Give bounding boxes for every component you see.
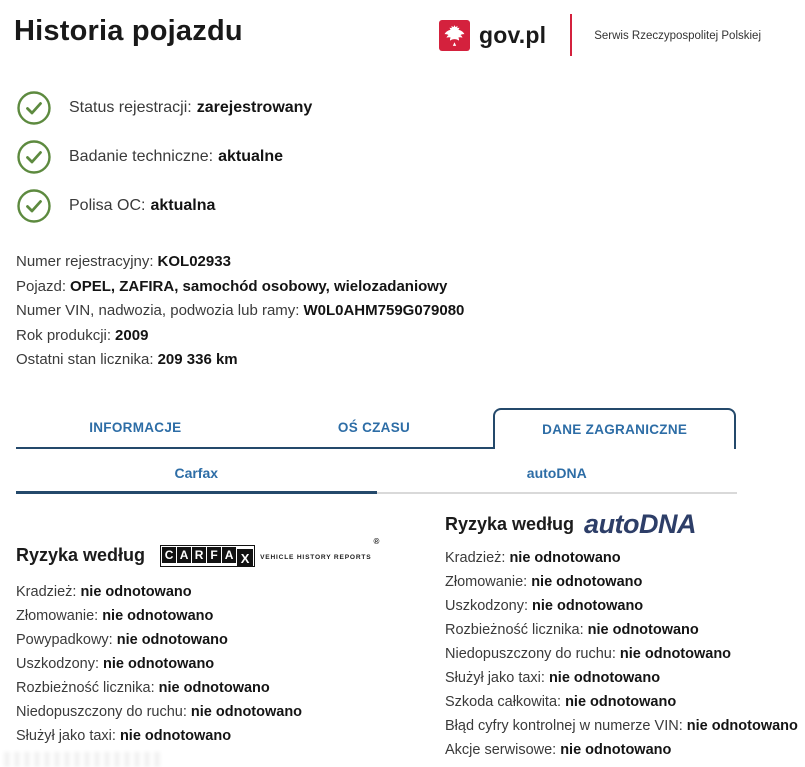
subtab-carfax[interactable]: Carfax bbox=[16, 449, 377, 494]
risk-row bbox=[16, 728, 445, 744]
risk-label: Złomowanie: bbox=[445, 574, 528, 590]
status-value: aktualna bbox=[150, 197, 216, 214]
autodna-risk-list bbox=[445, 550, 805, 758]
risk-label: Uszkodzony: bbox=[445, 598, 529, 614]
vehicle-details bbox=[16, 253, 805, 368]
risk-row bbox=[445, 598, 805, 614]
carfax-heading bbox=[16, 537, 445, 567]
autodna-logo: autoDNA bbox=[584, 509, 697, 539]
detail-label: Ostatni stan licznika: bbox=[16, 351, 154, 368]
risk-label: Szkoda całkowita: bbox=[445, 694, 562, 710]
risk-value: nie odnotowano bbox=[158, 680, 270, 696]
risk-row bbox=[445, 622, 805, 638]
header bbox=[0, 0, 805, 56]
detail-odometer bbox=[16, 351, 805, 368]
carfax-logo bbox=[160, 537, 380, 567]
risk-row bbox=[445, 694, 805, 710]
risk-value: nie odnotowano bbox=[509, 550, 621, 566]
detail-vehicle bbox=[16, 278, 805, 295]
risk-row bbox=[16, 632, 445, 648]
detail-production-year bbox=[16, 327, 805, 344]
risk-value: nie odnotowano bbox=[548, 670, 661, 686]
status-label: Status rejestracji: bbox=[69, 99, 192, 116]
main-tabs bbox=[16, 408, 736, 449]
registered-mark: ® bbox=[373, 537, 380, 546]
risk-label: Akcje serwisowe: bbox=[445, 742, 557, 758]
risk-value: nie odnotowano bbox=[619, 646, 732, 662]
detail-label: Rok produkcji: bbox=[16, 326, 112, 344]
risk-value: nie odnotowano bbox=[560, 742, 672, 758]
risk-value: nie odnotowano bbox=[532, 598, 644, 614]
risk-row bbox=[16, 584, 445, 600]
risk-value: nie odnotowano bbox=[119, 728, 232, 744]
detail-value: KOL02933 bbox=[157, 253, 231, 270]
risk-row bbox=[445, 670, 805, 686]
carfax-heading-text: Ryzyka według bbox=[16, 544, 146, 565]
risk-label: Niedopuszczony do ruchu: bbox=[445, 646, 616, 662]
detail-value: W0L0AHM759G079080 bbox=[303, 302, 465, 319]
tab-dane-zagraniczne[interactable]: DANE ZAGRANICZNE bbox=[493, 408, 736, 449]
status-row-inspection bbox=[16, 139, 805, 175]
govpl-logo[interactable] bbox=[439, 12, 761, 56]
status-label: Polisa OC: bbox=[69, 197, 146, 214]
status-row-insurance bbox=[16, 188, 805, 224]
detail-label: Numer rejestracyjny: bbox=[16, 253, 154, 270]
carfax-letter: R bbox=[192, 547, 206, 563]
status-label: Badanie techniczne: bbox=[69, 148, 214, 165]
carfax-letter: F bbox=[207, 547, 221, 563]
detail-value: 209 336 km bbox=[157, 351, 238, 368]
brand-divider bbox=[570, 14, 572, 56]
risk-row bbox=[16, 680, 445, 696]
status-checks bbox=[16, 90, 805, 224]
status-value: zarejestrowany bbox=[196, 99, 313, 116]
risk-row bbox=[445, 574, 805, 590]
check-circle-icon bbox=[16, 188, 52, 224]
status-text bbox=[69, 148, 283, 166]
carfax-letter-x: X bbox=[237, 549, 253, 567]
page-title: Historia pojazdu bbox=[14, 15, 243, 47]
risk-row bbox=[16, 608, 445, 624]
risk-value: nie odnotowano bbox=[190, 704, 303, 720]
risk-label: Służył jako taxi: bbox=[16, 728, 116, 744]
brand-name: gov.pl bbox=[478, 21, 547, 48]
detail-registration-number bbox=[16, 253, 805, 270]
carfax-tagline: VEHICLE HISTORY REPORTS bbox=[260, 554, 372, 561]
risk-label: Błąd cyfry kontrolnej w numerze VIN: bbox=[445, 718, 683, 734]
risk-label: Kradzież: bbox=[16, 584, 77, 600]
carfax-logo-letters bbox=[160, 545, 255, 567]
risk-label: Uszkodzony: bbox=[16, 656, 100, 672]
brand-tagline: Serwis Rzeczypospolitej Polskiej bbox=[594, 30, 761, 42]
polish-eagle-icon bbox=[439, 20, 470, 51]
autodna-heading bbox=[445, 511, 805, 538]
risk-value: nie odnotowano bbox=[102, 608, 214, 624]
carfax-letter: A bbox=[222, 547, 236, 563]
risk-label: Kradzież: bbox=[445, 550, 506, 566]
risk-value: nie odnotowano bbox=[531, 574, 643, 590]
subtab-autodna[interactable]: autoDNA bbox=[377, 449, 738, 494]
risk-label: Niedopuszczony do ruchu: bbox=[16, 704, 187, 720]
risk-row bbox=[445, 646, 805, 662]
detail-value: OPEL, ZAFIRA, samochód osobowy, wielozadaniowy bbox=[70, 277, 448, 295]
risk-value: nie odnotowano bbox=[80, 584, 192, 600]
risk-row bbox=[445, 742, 805, 758]
risk-value: nie odnotowano bbox=[103, 656, 215, 672]
tab-os-czasu[interactable]: OŚ CZASU bbox=[255, 408, 494, 449]
risk-row bbox=[445, 718, 805, 734]
risk-label: Rozbieżność licznika: bbox=[445, 622, 584, 638]
risk-label: Powypadkowy: bbox=[16, 632, 113, 648]
sub-tabs bbox=[16, 449, 737, 494]
foreign-data-columns bbox=[16, 511, 805, 766]
autodna-column bbox=[445, 511, 805, 766]
status-text bbox=[69, 197, 215, 215]
carfax-risk-list bbox=[16, 584, 445, 744]
risk-row bbox=[16, 656, 445, 672]
status-row-registration bbox=[16, 90, 805, 126]
autodna-heading-text: Ryzyka według bbox=[445, 514, 575, 534]
risk-row bbox=[16, 704, 445, 720]
check-circle-icon bbox=[16, 90, 52, 126]
carfax-letter: A bbox=[177, 547, 191, 563]
detail-label: Pojazd: bbox=[16, 277, 67, 295]
detail-label: Numer VIN, nadwozia, podwozia lub ramy: bbox=[16, 302, 300, 319]
risk-label: Złomowanie: bbox=[16, 608, 99, 624]
status-value: aktualne bbox=[218, 148, 284, 165]
risk-row bbox=[445, 550, 805, 566]
detail-vin bbox=[16, 302, 805, 319]
risk-value: nie odnotowano bbox=[116, 632, 228, 648]
carfax-letter: C bbox=[162, 547, 176, 563]
check-circle-icon bbox=[16, 139, 52, 175]
tab-informacje[interactable]: INFORMACJE bbox=[16, 408, 255, 449]
risk-label: Rozbieżność licznika: bbox=[16, 680, 155, 696]
detail-value: 2009 bbox=[115, 326, 149, 344]
risk-value: nie odnotowano bbox=[565, 694, 677, 710]
risk-value: nie odnotowano bbox=[686, 718, 798, 734]
risk-label: Służył jako taxi: bbox=[445, 670, 545, 686]
status-text bbox=[69, 99, 312, 117]
risk-value: nie odnotowano bbox=[587, 622, 699, 638]
carfax-column bbox=[16, 511, 445, 766]
